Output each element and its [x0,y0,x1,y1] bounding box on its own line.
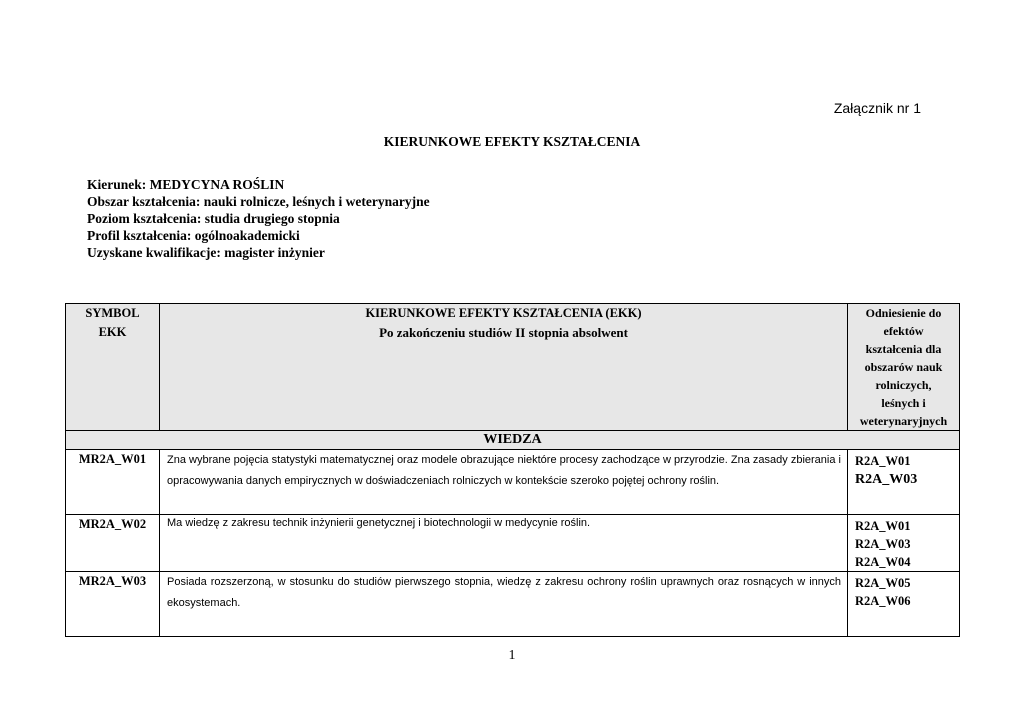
row-ref: R2A_W06 [855,594,911,608]
header-effects-subtitle: Po zakończeniu studiów II stopnia absolwent [379,325,628,340]
table-row [66,515,960,572]
page-number: 1 [508,648,516,663]
header-ref-line3: kształcenia dla [865,342,942,356]
meta-qualification: Uzyskane kwalifikacje: magister inżynier [87,245,325,260]
header-effects-title: KIERUNKOWE EFEKTY KSZTAŁCENIA (EKK) [365,306,642,320]
row-code: MR2A_W02 [66,515,160,572]
header-reference-cell [848,304,960,431]
row-description: Posiada rozszerzoną, w stosunku do studiów pierwszego stopnia, wiedzę z zakresu ochrony roślin uprawnych oraz rosnących w innych ekosystemach. [160,572,848,637]
row-ref: R2A_W03 [855,472,918,487]
row-description: Ma wiedzę z zakresu technik inżynierii genetycznej i biotechnologii w medycynie roślin. [160,515,848,572]
row-code: MR2A_W03 [66,572,160,637]
annex-label: Załącznik nr 1 [833,100,921,116]
section-title: WIEDZA [66,431,960,450]
header-symbol-cell [66,304,160,431]
section-row-knowledge [66,431,960,450]
row-code: MR2A_W01 [66,450,160,515]
document-title: KIERUNKOWE EFEKTY KSZTAŁCENIA [383,134,641,149]
row-ref: R2A_W01 [855,519,911,533]
header-symbol-line1: SYMBOL [85,306,140,320]
header-ref-line2: efektów [883,324,924,338]
header-ref-line5: rolniczych, [875,378,932,392]
row-ref: R2A_W03 [855,537,911,551]
row-ref: R2A_W04 [855,555,911,569]
row-ref: R2A_W01 [855,454,911,468]
meta-education-area: Obszar kształcenia: nauki rolnicze, leśnych i weterynaryjne [87,194,430,209]
program-meta [87,176,430,261]
row-ref: R2A_W05 [855,576,911,590]
header-ref-line6: leśnych i [881,396,926,410]
row-description: Zna wybrane pojęcia statystyki matematycznej oraz modele obrazujące niektóre procesy zachodzące w przyrodzie. Zna zasady zbierania i opracowywania danych empirycznych w doświadczeniach rolniczych w kontekście szeroko pojętej ochrony roślin. [160,450,848,515]
table-row [66,450,960,515]
row-references [848,572,960,637]
header-ref-line7: weterynaryjnych [859,414,948,428]
meta-education-level: Poziom kształcenia: studia drugiego stopnia [87,211,340,226]
learning-outcomes-table [65,303,960,637]
header-ref-line1: Odniesienie do [865,306,942,320]
meta-education-profile: Profil kształcenia: ogólnoakademicki [87,228,300,243]
row-references [848,450,960,515]
row-references [848,515,960,572]
table-row [66,572,960,637]
header-ref-line4: obszarów nauk [864,360,943,374]
meta-field-of-study: Kierunek: MEDYCYNA ROŚLIN [87,177,285,192]
header-symbol-line2: EKK [98,325,127,339]
header-effects-cell [160,304,848,431]
table-header-row [66,304,960,431]
